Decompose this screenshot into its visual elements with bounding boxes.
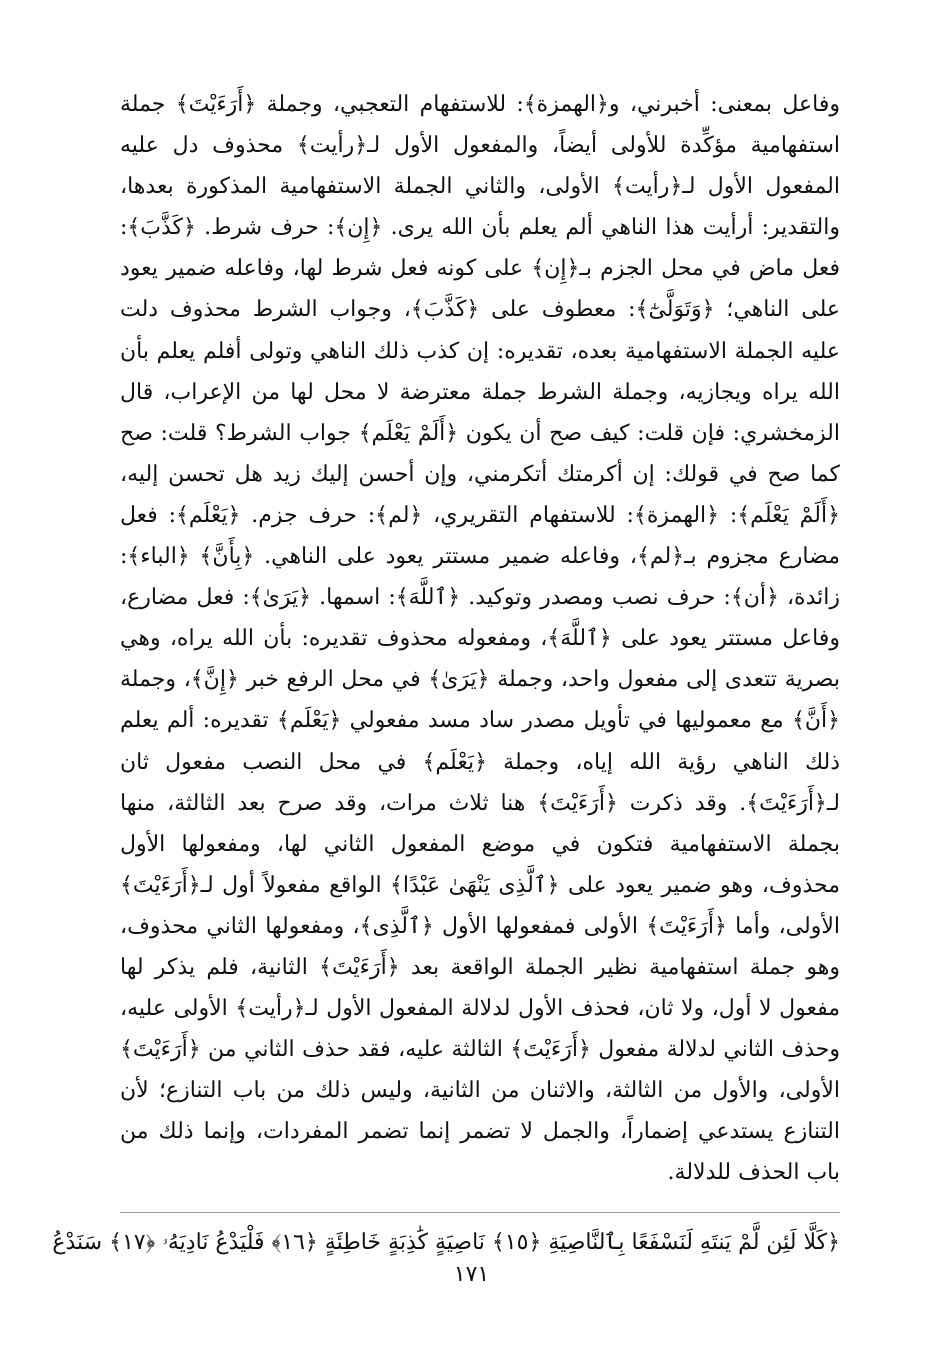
text-line: في محل الجزم بـ﴿إِن﴾ على كونه فعل شرط لها، وفاعله ضمير يعود على الناهي؛ — [120, 256, 840, 323]
quran-verse-line: ﴿كَلَّا لَئِن لَّمْ يَنتَهِ لَنَسْفَعًا بِٱلنَّاصِيَةِ ﴿١٥﴾ نَاصِيَةٍ كَٰذِبَةٍ خَاطِئَةٍ ﴿١٦﴾ فَلْيَدْعُ نَادِيَهُۥ ﴿١٧﴾ سَنَدْعُ — [52, 1229, 840, 1255]
text-line: بعد ﴿أَرَءَيْتَ﴾ الثانية، فلم يذكر لها مفعول لا أول، ولا ثان، فحذف الأول لدلالة — [120, 954, 840, 1022]
text-line: استفهامية مؤكِّدة للأولى أيضاً، والمفعول الأول لـ﴿رأيت﴾ محذوف دل عليه المفعول — [120, 133, 840, 200]
text-line: ﴿أَرَءَيْتَ﴾ هنا ثلاث مرات، وقد صرح بعد الثالثة، منها بجملة الاستفهامية فتكون في — [120, 790, 840, 857]
text-line: ﴿الهمزة﴾: للاستفهام التقريري، ﴿لم﴾: حرف جزم. ﴿يَعْلَم﴾: فعل مضارع مجزوم — [120, 502, 840, 570]
text-line: ﴿وَتَوَلَّىٰٓ﴾: معطوف على ﴿كَذَّبَ﴾، وجواب الشرط محذوف دلت عليه الجملة — [120, 297, 840, 364]
text-line: موضع المفعول الثاني لها، ومفعولها الأول محذوف، وهو ضمير يعود على ﴿ٱلَّذِى — [120, 831, 840, 898]
text-line: يعود على ﴿ٱللَّهَ﴾، ومفعوله محذوف تقديره: بأن الله يراه، وهي بصرية تتعدى إلى — [120, 626, 840, 693]
text-line: رؤية الله إياه، وجملة ﴿يَعْلَم﴾ في محل النصب مفعول ثان لـ﴿أَرَءَيْتَ﴾. وقد ذكرت — [120, 749, 840, 816]
page-number: ١٧١ — [453, 1262, 490, 1287]
text-line: الأول ﴿ٱلَّذِى﴾، ومفعولها الثاني محذوف، وهو جملة استفهامية نظير الجملة الواقعة — [120, 913, 840, 980]
text-line: حرف نصب ومصدر وتوكيد. ﴿ٱللَّهَ﴾: اسمها. ﴿يَرَىٰ﴾: فعل مضارع، وفاعل مستتر — [120, 585, 840, 652]
text-line: تضمر إنما تضمر المفردات، وإنما ذلك من باب الحذف للدلالة. — [120, 1119, 840, 1186]
text-line: معموليها في تأويل مصدر ساد مسد مفعولي ﴿يَعْلَم﴾ تقديره: ألم يعلم ذلك الناهي — [120, 708, 840, 775]
text-line: بـ﴿لم﴾، وفاعله ضمير مستتر يعود على الناهي. ﴿بِأَنَّ﴾ ﴿الباء﴾: زائدة، ﴿أن﴾: — [120, 544, 840, 611]
text-line: وفاعل بمعنى: أخبرني، و﴿الهمزة﴾: للاستفهام التعجبي، وجملة ﴿أَرَءَيْتَ﴾ جملة — [120, 92, 840, 117]
text-line: الاستفهامية بعده، تقديره: إن كذب ذلك الناهي وتولى أفلم يعلم بأن الله يراه — [120, 338, 840, 405]
text-line: الثانية، وليس ذلك من باب التنازع؛ لأن التنازع يستدعي إضماراً، والجمل لا — [120, 1078, 840, 1145]
text-line: أرأيت هذا الناهي ألم يعلم بأن الله يرى. ﴿إِن﴾: حرف شرط. ﴿كَذَّبَ﴾: فعل ماض — [120, 215, 840, 282]
text-line: مفعول واحد، وجملة ﴿يَرَىٰ﴾ في محل الرفع خبر ﴿إِنَّ﴾، وجملة ﴿أَنَّ﴾ مع — [120, 667, 841, 734]
text-line: قولك: إن أكرمتك أتكرمني، وإن أحسن إليك زيد هل تحسن إليه، ﴿أَلَمْ يَعْلَم﴾: — [120, 461, 840, 528]
text-line: فإن قلت: كيف صح أن يكون ﴿أَلَمْ يَعْلَم﴾ جواب الشرط؟ قلت: صح كما صح في — [120, 420, 840, 487]
text-line: المفعول الأول لـ﴿رأيت﴾ الأولى عليه، وحذف الثاني لدلالة مفعول ﴿أَرَءَيْتَ﴾ الثالثة — [120, 996, 840, 1063]
body-paragraph — [120, 84, 840, 1194]
text-line: ويجازيه، وجملة الشرط جملة معترضة لا محل لها من الإعراب، قال الزمخشري: — [120, 379, 840, 446]
page-body — [52, 84, 841, 1265]
separator-rule — [120, 1212, 840, 1213]
text-line: عليه، فقد حذف الثاني من ﴿أَرَءَيْتَ﴾ الأولى، والأول من الثالثة، والاثنان من — [120, 1037, 840, 1104]
text-line: الأول لـ﴿رأيت﴾ الأولى، والثاني الجملة الاستفهامية المذكورة بعدها، والتقدير: — [120, 174, 840, 241]
text-line: يَنْهَىٰ عَبْدًا﴾ الواقع مفعولاً أول لـ﴿أَرَءَيْتَ﴾ الأولى، وأما ﴿أَرَءَيْتَ﴾ الأولى فمفعولها — [120, 872, 841, 939]
